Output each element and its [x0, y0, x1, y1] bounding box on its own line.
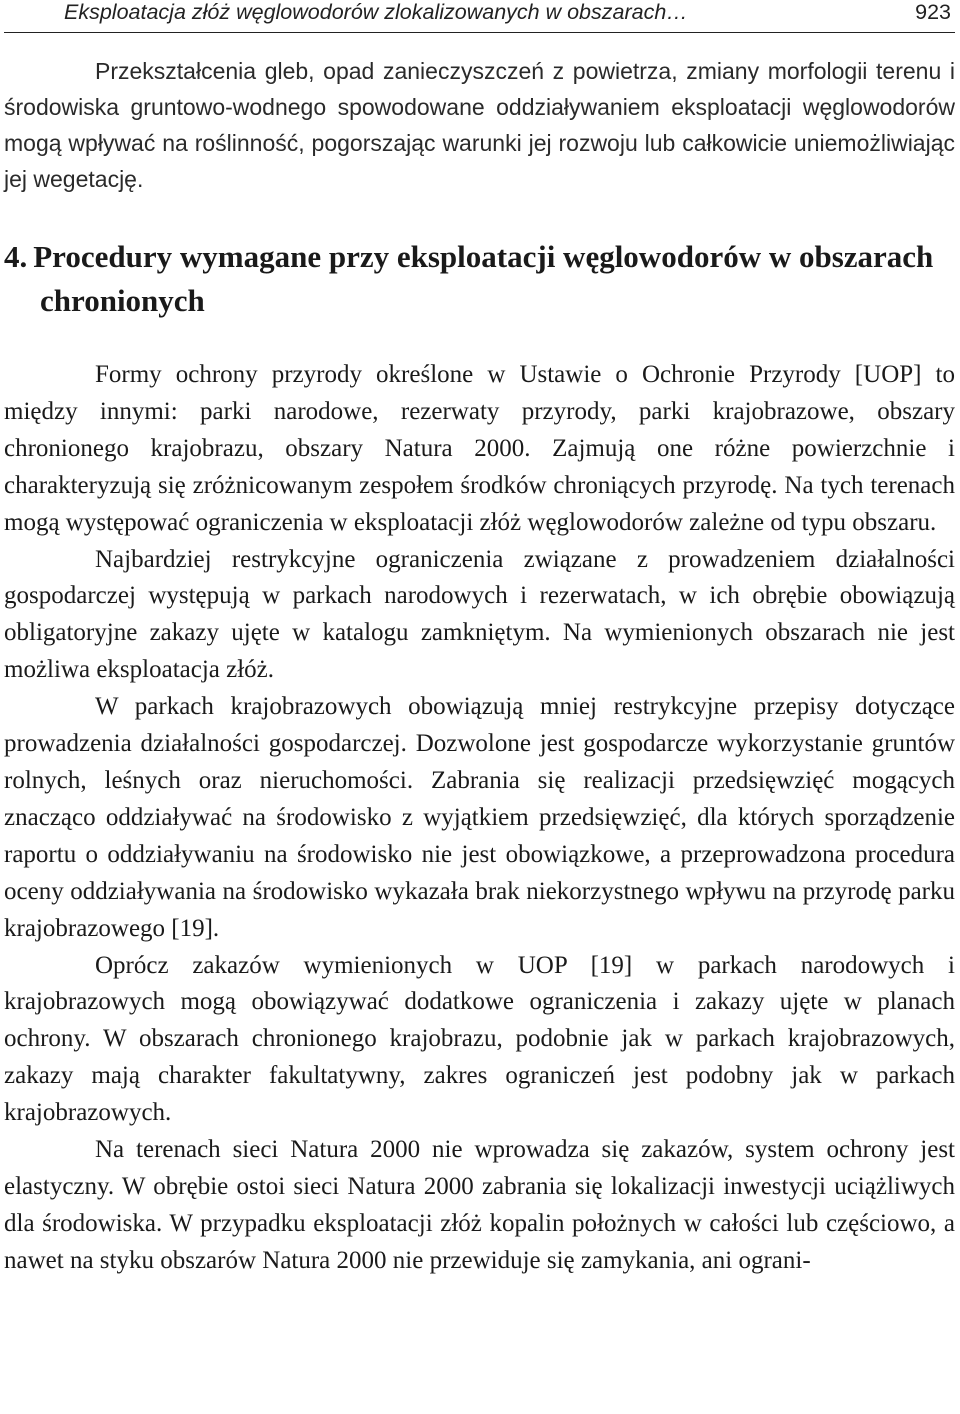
- document-page: [4, 0, 955, 1280]
- paragraph-national-parks: Najbardziej restrykcyjne ograniczenia związane z prowadzeniem działalności gospodarczej występują w parkach narodowych i rezerwatach, w ich obrębie obowiązują obligatoryjne zakazy ujęte w katalogu zamkniętym. Na wymienionych obszarach nie jest możliwa eksploatacja złóż.: [4, 545, 955, 684]
- section-title: Procedury wymagane przy eksploatacji węglowodorów w obszarach chronionych: [33, 239, 934, 318]
- running-header: [4, 0, 955, 33]
- paragraph-additional-restrictions: Oprócz zakazów wymienionych w UOP [19] w parkach narodowych i krajobrazowych mogą obowiązywać dodatkowe ograniczenia i zakazy ujęte w planach ochrony. W obszarach chronionego krajobrazu, podobnie jak w parkach krajobrazowych, zakazy mają charakter fakultatywny, zakres ograniczeń jest podobny jak w parkach krajobrazowych.: [4, 951, 955, 1127]
- section-body: [4, 357, 955, 1280]
- section-number: 4.: [4, 239, 28, 274]
- intro-paragraph: Przekształcenia gleb, opad zanieczyszczeń z powietrza, zmiany morfologii terenu i środowiska gruntowo-wodnego spowodowane oddziaływaniem eksploatacji węglowodorów mogą wpływać na roślinność, pogorszając warunki jej rozwoju lub całkowicie uniemożliwiając jej wegetację.: [4, 58, 955, 192]
- page-number: 923: [915, 0, 951, 24]
- paragraph-protection-forms: Formy ochrony przyrody określone w Ustawie o Ochronie Przyrody [UOP] to między innymi: parki narodowe, rezerwaty przyrody, parki krajobrazowe, obszary chronionego krajobrazu, obszary Natura 2000. Zajmują one różne powierzchnie i charakteryzują się zróżnicowanym zespołem środków chroniących przyrodę. Na tych terenach mogą występować ograniczenia w eksploatacji złóż węglowodorów zależne od typu obszaru.: [4, 361, 955, 536]
- section-heading: [4, 235, 955, 323]
- running-title: Eksploatacja złóż węglowodorów zlokalizowanych w obszarach…: [64, 0, 688, 24]
- paragraph-natura-2000: Na terenach sieci Natura 2000 nie wprowadza się zakazów, system ochrony jest elastyczny. W obrębie ostoi sieci Natura 2000 zabrania się lokalizacji inwestycji uciążliwych dla środowiska. W przypadku eksploatacji złóż kopalin położnych w całości lub częściowo, a nawet na styku obszarów Natura 2000 nie przewiduje się zamykania, ani ograni-: [4, 1136, 955, 1274]
- paragraph-landscape-parks: W parkach krajobrazowych obowiązują mniej restrykcyjne przepisy dotyczące prowadzenia działalności gospodarczej. Dozwolone jest gospodarcze wykorzystanie gruntów rolnych, leśnych oraz nieruchomości. Zabrania się realizacji przedsięwzięć mogących znacząco oddziaływać na środowisko z wyjątkiem przedsięwzięć, dla których sporządzenie raportu o oddziaływaniu na środowisko nie jest obowiązkowe, a przeprowadzona procedura oceny oddziaływania na środowisko wykazała brak niekorzystnego wpływu na przyrodę parku krajobrazowego [19].: [4, 693, 955, 942]
